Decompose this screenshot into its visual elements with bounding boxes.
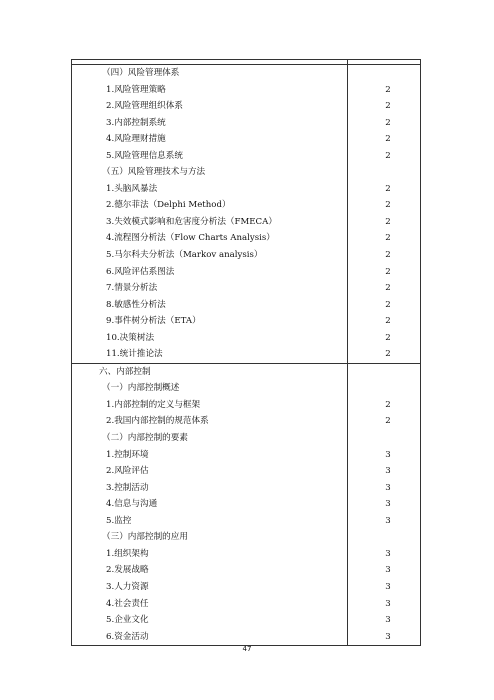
topic-item: 7.情景分析法	[106, 283, 158, 294]
level-value: 2	[385, 200, 391, 211]
level-value	[348, 380, 420, 397]
chapter-heading: 六、内部控制	[99, 366, 151, 377]
section-block	[72, 65, 421, 364]
level-value: 2	[385, 299, 391, 310]
topic-item: 3.人力资源	[106, 581, 149, 592]
level-value	[348, 364, 420, 381]
topic-item: 3.失效模式影响和危害度分析法（FMECA）	[106, 216, 277, 227]
topic-item: 1.风险管理策略	[106, 84, 166, 95]
level-value: 3	[385, 515, 391, 526]
level-value: 2	[385, 250, 391, 261]
level-value: 3	[385, 565, 391, 576]
topic-item: 9.事件树分析法（ETA）	[106, 316, 201, 327]
topic-item: 2.风险评估	[106, 466, 149, 477]
level-value: 2	[385, 117, 391, 128]
level-value: 2	[385, 101, 391, 112]
topic-item: 6.风险评估系图法	[106, 266, 175, 277]
topic-item: 1.头脑风暴法	[106, 183, 158, 194]
level-value	[348, 529, 420, 546]
topic-item: 5.马尔科夫分析法（Markov analysis）	[106, 250, 263, 261]
level-value: 2	[385, 216, 391, 227]
topic-column-cell	[72, 65, 348, 364]
topic-item: 4.信息与沟通	[106, 499, 158, 510]
level-value: 2	[385, 349, 391, 360]
syllabus-table	[71, 59, 421, 646]
topic-item: 3.内部控制系统	[106, 117, 166, 128]
topic-item: 8.敏感性分析法	[106, 299, 166, 310]
topic-item: 5.企业文化	[106, 615, 149, 626]
level-value: 2	[385, 150, 391, 161]
level-value: 2	[385, 283, 391, 294]
topic-item: 11.统计推论法	[106, 349, 163, 360]
level-value: 3	[385, 598, 391, 609]
topic-item: 2.德尔菲法（Delphi Method）	[106, 200, 231, 211]
level-value: 2	[385, 416, 391, 427]
level-value: 2	[385, 183, 391, 194]
topic-item: 6.资金活动	[106, 631, 149, 642]
topic-item: 1.内部控制的定义与框架	[106, 399, 201, 410]
section-block	[72, 363, 421, 645]
level-value: 2	[385, 266, 391, 277]
group-heading: （二）内部控制的要素	[102, 433, 188, 444]
level-value: 2	[385, 84, 391, 95]
level-value: 2	[385, 332, 391, 343]
topic-item: 1.组织架构	[106, 548, 149, 559]
topic-item: 5.监控	[106, 515, 132, 526]
topic-item: 3.控制活动	[106, 482, 149, 493]
group-heading: （五）风险管理技术与方法	[102, 167, 206, 178]
group-heading: （三）内部控制的应用	[102, 532, 188, 543]
level-value: 3	[385, 482, 391, 493]
level-value: 2	[385, 134, 391, 145]
level-column-cell	[348, 363, 421, 645]
level-value: 2	[385, 316, 391, 327]
topic-item: 4.流程图分析法（Flow Charts Analysis）	[106, 233, 275, 244]
level-value	[348, 65, 420, 82]
level-column-cell	[348, 65, 421, 364]
level-value: 3	[385, 615, 391, 626]
group-heading: （一）内部控制概述	[102, 383, 180, 394]
level-value: 3	[385, 631, 391, 642]
topic-item: 10.决策树法	[106, 332, 155, 343]
page-number: 47	[242, 645, 252, 653]
topic-item: 5.风险管理信息系统	[106, 150, 183, 161]
topic-item: 4.社会责任	[106, 598, 149, 609]
topic-item: 2.我国内部控制的规范体系	[106, 416, 209, 427]
level-value: 3	[385, 548, 391, 559]
level-value	[348, 430, 420, 447]
topic-item: 2.风险管理组织体系	[106, 101, 183, 112]
level-value: 2	[385, 233, 391, 244]
topic-item: 1.控制环境	[106, 449, 149, 460]
topic-item: 2.发展战略	[106, 565, 149, 576]
level-value: 3	[385, 499, 391, 510]
level-value: 3	[385, 581, 391, 592]
level-value	[348, 164, 420, 181]
level-value: 3	[385, 466, 391, 477]
topic-item: 4.风险理财措施	[106, 134, 166, 145]
level-value: 2	[385, 399, 391, 410]
level-value: 3	[385, 449, 391, 460]
group-heading: （四）风险管理体系	[102, 68, 180, 78]
topic-column-cell	[72, 363, 348, 645]
